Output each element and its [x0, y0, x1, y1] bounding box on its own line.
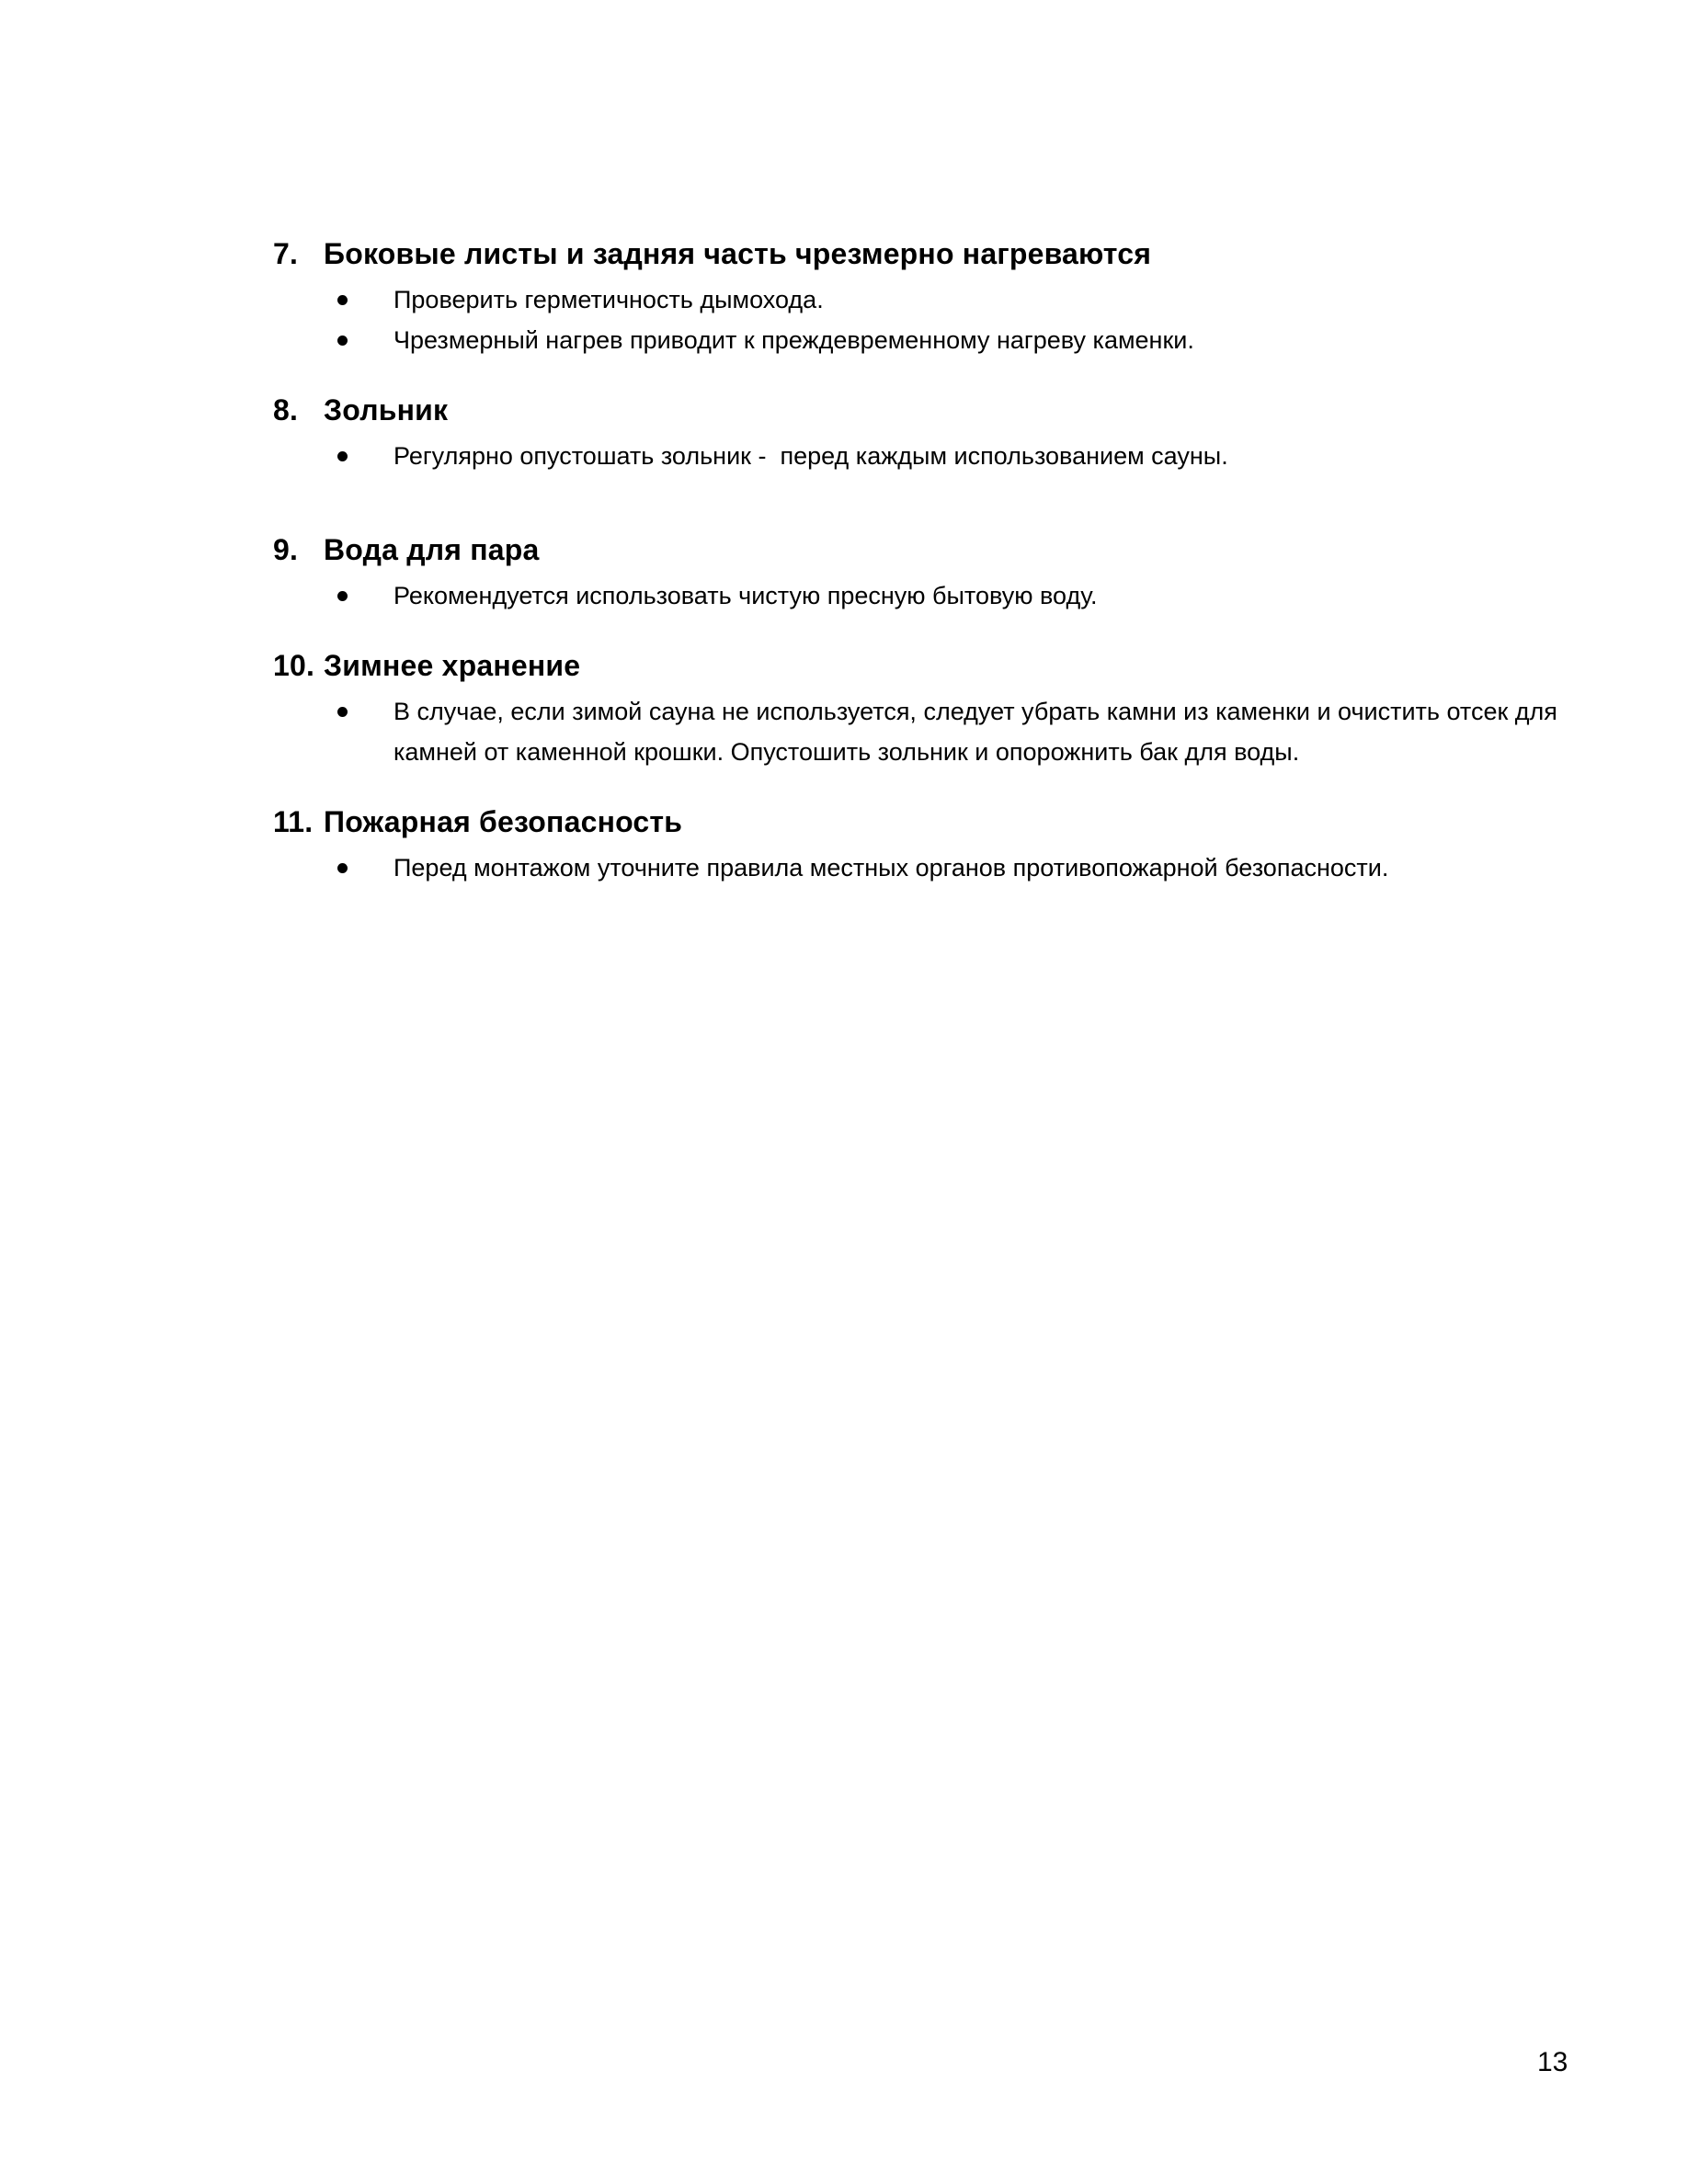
section-title: Зимнее хранение	[324, 649, 581, 682]
section-number: 7.	[273, 237, 299, 270]
section-7	[273, 235, 1579, 360]
bullet-text: Проверить герметичность дымохода.	[393, 286, 824, 313]
section-number: 11.	[273, 805, 314, 838]
page-content	[273, 235, 1579, 919]
bullet-dot-icon	[337, 591, 348, 601]
section-number: 10.	[273, 649, 315, 682]
section-10	[273, 647, 1579, 772]
bullet-text: Регулярно опустошать зольник - перед каждым использованием сауны.	[393, 442, 1228, 470]
section-8	[273, 392, 1579, 476]
bullet-dot-icon	[337, 707, 348, 717]
section-title: Зольник	[324, 393, 449, 427]
list-item	[273, 575, 1579, 616]
section-9	[273, 531, 1579, 616]
bullet-dot-icon	[337, 863, 348, 873]
bullet-list	[273, 691, 1579, 772]
bullet-text: Рекомендуется использовать чистую пресную бытовую воду.	[393, 582, 1098, 609]
section-title: Боковые листы и задняя часть чрезмерно нагреваются	[324, 237, 1152, 270]
section-heading	[273, 803, 1579, 840]
list-item	[273, 279, 1579, 320]
list-item	[273, 436, 1579, 476]
section-heading	[273, 531, 1579, 568]
list-item	[273, 691, 1579, 772]
bullet-list	[273, 847, 1579, 888]
section-number: 9.	[273, 533, 299, 566]
list-item	[273, 847, 1579, 888]
bullet-list	[273, 436, 1579, 476]
section-heading	[273, 235, 1579, 272]
list-item	[273, 320, 1579, 360]
bullet-list	[273, 279, 1579, 360]
section-title: Пожарная безопасность	[324, 805, 683, 838]
bullet-text: Перед монтажом уточните правила местных органов противопожарной безопасности.	[393, 854, 1389, 882]
bullet-dot-icon	[337, 295, 348, 305]
bullet-list	[273, 575, 1579, 616]
section-11	[273, 803, 1579, 888]
section-title: Вода для пара	[324, 533, 540, 566]
bullet-text: Чрезмерный нагрев приводит к преждевременному нагреву каменки.	[393, 326, 1194, 354]
section-heading	[273, 392, 1579, 428]
section-number: 8.	[273, 393, 299, 427]
section-heading	[273, 647, 1579, 684]
bullet-dot-icon	[337, 451, 348, 461]
page-number: 13	[1537, 2047, 1568, 2077]
bullet-dot-icon	[337, 336, 348, 346]
bullet-text: В случае, если зимой сауна не используется, следует убрать камни из каменки и очистить отсек для камней от каменной крошки. Опустошить зольник и опорожнить бак для воды.	[393, 698, 1565, 766]
